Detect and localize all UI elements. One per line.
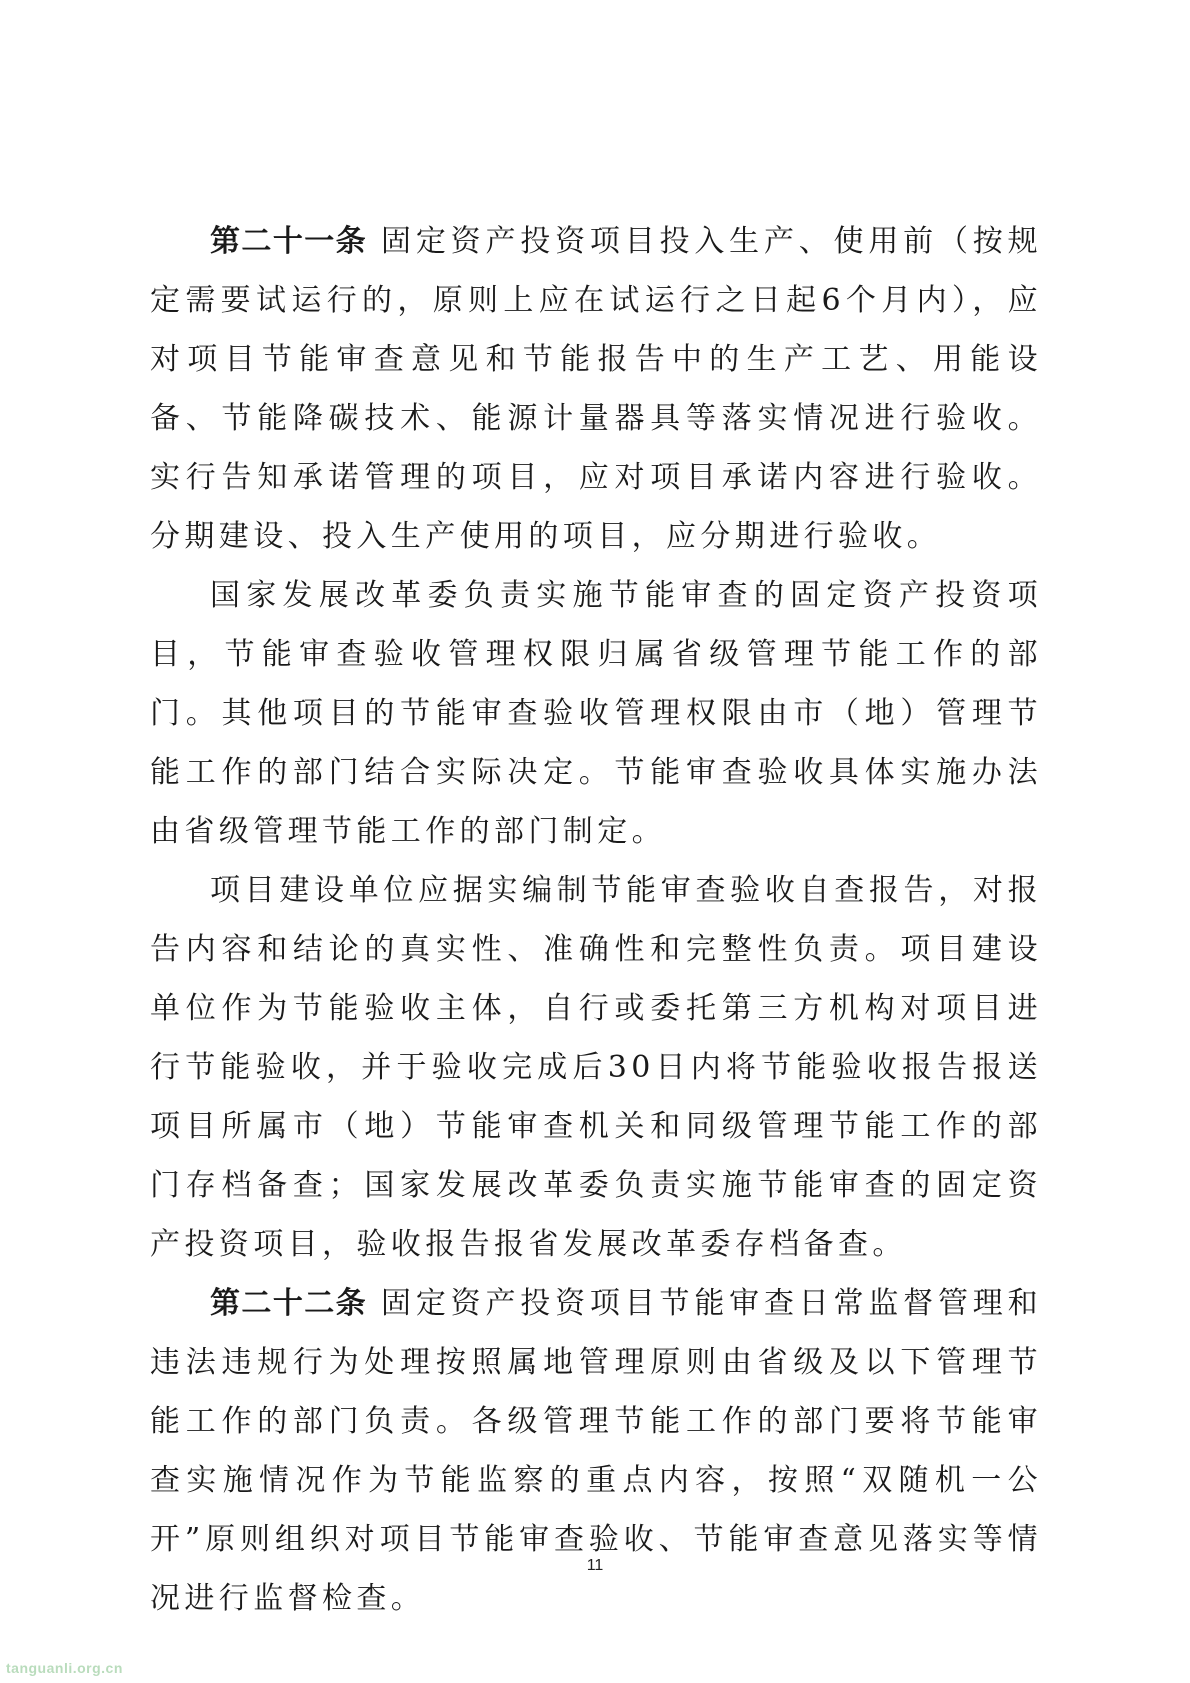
article-22-heading: 第二十二条 (210, 1286, 368, 1321)
article-22-text: 固定资产投资项目节能审查日常监督管理和违法违规行为处理按照属地管理原则由省级及以下管理节能工作的部门负责。各级管理节能工作的部门要将节能审查实施情况作为节能监察的重点内容，按照“双随机一公开”原则组织对项目节能审查验收、节能审查意见落实等情况进行监督检查。 (150, 1286, 1042, 1616)
article-21-text-2: 国家发展改革委负责实施节能审查的固定资产投资项目，节能审查验收管理权限归属省级管理节能工作的部门。其他项目的节能审查验收管理权限由市（地）管理节能工作的部门结合实际决定。节能审查验收具体实施办法由省级管理节能工作的部门制定。 (150, 578, 1042, 849)
document-body (150, 212, 1042, 1628)
source-watermark: tanguanli.org.cn (6, 1660, 123, 1676)
page-number: 11 (586, 1557, 604, 1574)
article-21-heading: 第二十一条 (210, 224, 368, 259)
article-21-text-3: 项目建设单位应据实编制节能审查验收自查报告，对报告内容和结论的真实性、准确性和完整性负责。项目建设单位作为节能验收主体，自行或委托第三方机构对项目进行节能验收，并于验收完成后30日内将节能验收报告报送项目所属市（地）节能审查机关和同级管理节能工作的部门存档备查；国家发展改革委负责实施节能审查的固定资产投资项目，验收报告报省发展改革委存档备查。 (150, 873, 1042, 1262)
article-21-paragraph (150, 212, 1042, 566)
article-21-paragraph-3 (150, 861, 1042, 1274)
article-21-paragraph-2 (150, 566, 1042, 861)
article-21-text: 固定资产投资项目投入生产、使用前（按规定需要试运行的，原则上应在试运行之日起6个月内），应对项目节能审查意见和节能报告中的生产工艺、用能设备、节能降碳技术、能源计量器具等落实情况进行验收。实行告知承诺管理的项目，应对项目承诺内容进行验收。分期建设、投入生产使用的项目，应分期进行验收。 (150, 224, 1042, 554)
